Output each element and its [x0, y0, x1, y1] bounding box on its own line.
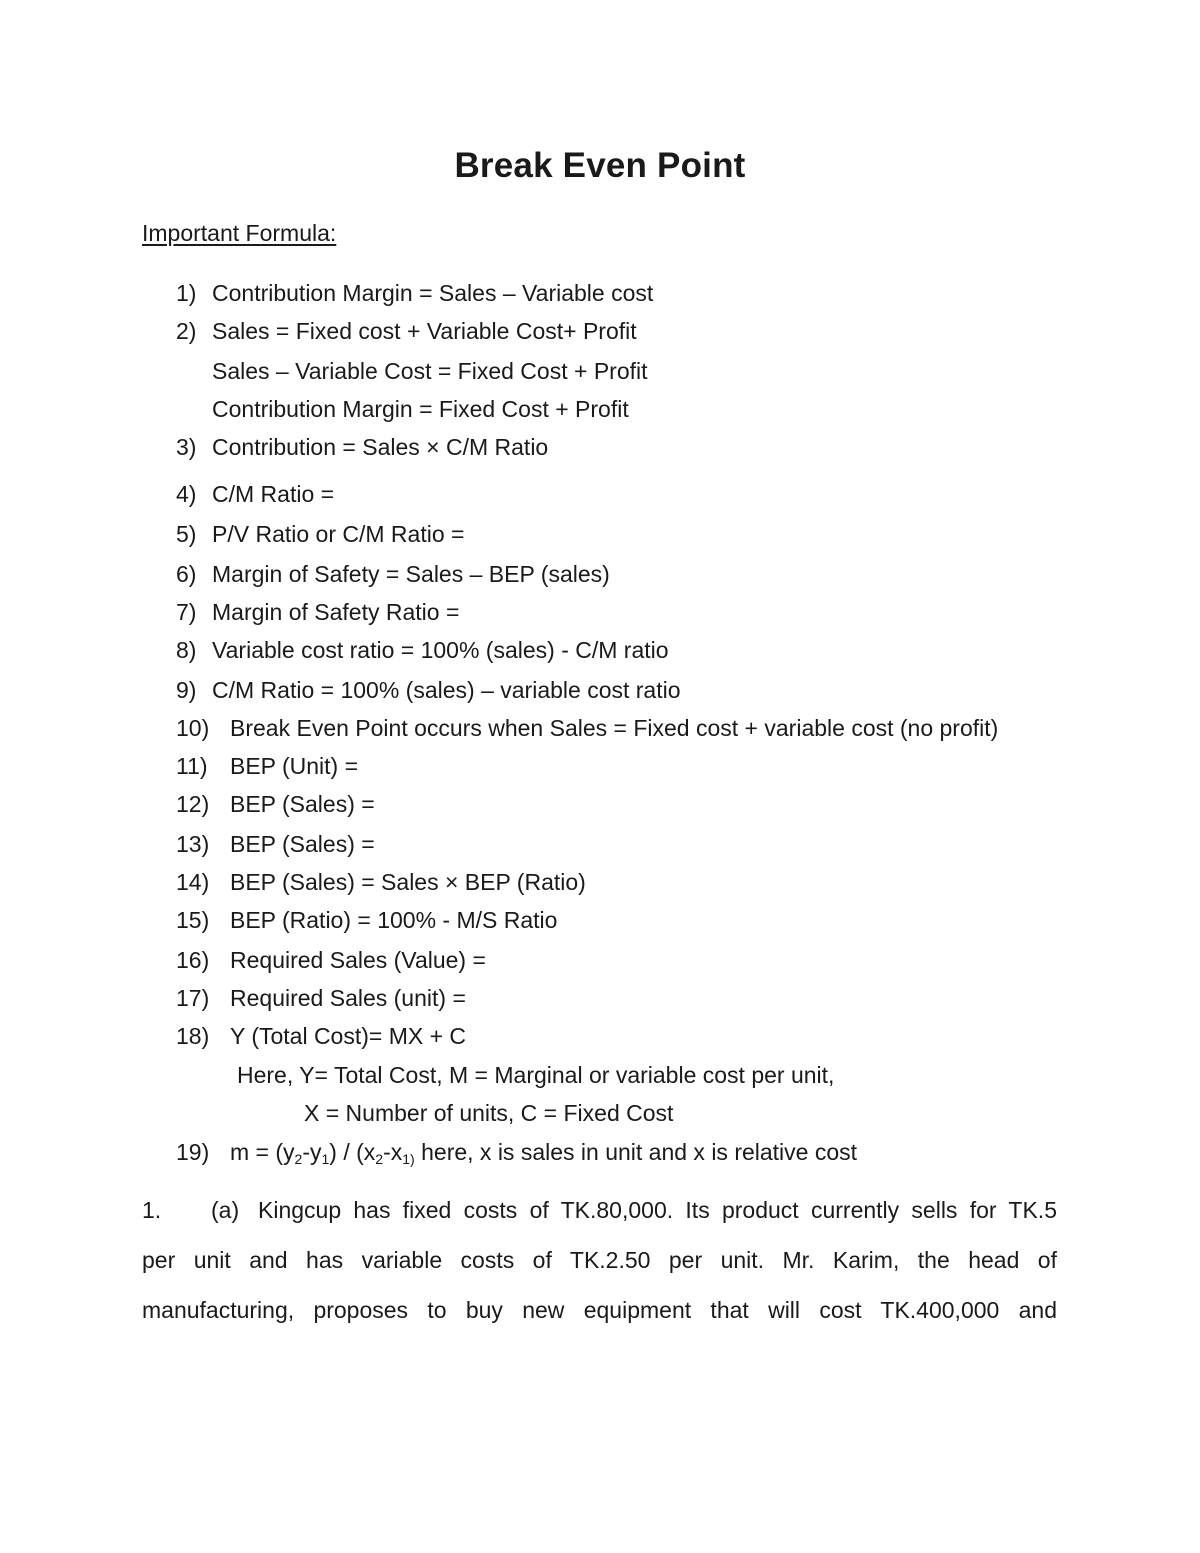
item-number: 7) — [176, 599, 197, 625]
item-number: 4) — [176, 481, 197, 507]
item-text: Here, Y= Total Cost, M = Marginal or variable cost per unit, — [237, 1062, 835, 1088]
item-number: 1) — [176, 280, 197, 306]
item-number: 6) — [176, 561, 197, 587]
item-text: Required Sales (unit) = — [230, 985, 466, 1011]
item-text: C/M Ratio = — [212, 481, 335, 507]
item-text: Required Sales (Value) = — [230, 947, 486, 973]
item-text: Margin of Safety Ratio = — [212, 599, 460, 625]
item-text: X = Number of units, C = Fixed Cost — [304, 1100, 674, 1126]
item-text: Break Even Point occurs when Sales = Fixed cost + variable cost (no profit) — [230, 715, 999, 741]
item-number: 11) — [176, 753, 208, 779]
item-text: BEP (Sales) = — [230, 791, 375, 817]
item-text: Sales – Variable Cost = Fixed Cost + Profit — [212, 358, 648, 384]
item-text: Y (Total Cost)= MX + C — [230, 1023, 467, 1049]
item-text: BEP (Unit) = — [230, 753, 359, 779]
item-number: 2) — [176, 318, 197, 344]
question-line-1: Kingcup has fixed costs of TK.80,000. Its product currently sells for TK.5 — [258, 1197, 1057, 1223]
question-part: (a) — [211, 1197, 240, 1223]
item-text: BEP (Sales) = Sales × BEP (Ratio) — [230, 869, 586, 895]
section-heading: Important Formula: — [142, 220, 337, 246]
item-number: 13) — [176, 831, 210, 857]
item-text: P/V Ratio or C/M Ratio = — [212, 521, 465, 547]
item-number: 3) — [176, 434, 197, 460]
item-text: Margin of Safety = Sales – BEP (sales) — [212, 561, 610, 587]
item-number: 10) — [176, 715, 210, 741]
item-number: 5) — [176, 521, 197, 547]
page-title: Break Even Point — [454, 146, 746, 185]
question-line-2: per unit and has variable costs of TK.2.50 per unit. Mr. Karim, the head of — [142, 1247, 1057, 1273]
item-number: 15) — [176, 907, 210, 933]
item-text: Contribution Margin = Sales – Variable cost — [212, 280, 654, 306]
item-text: BEP (Sales) = — [230, 831, 375, 857]
item-number: 17) — [176, 985, 210, 1011]
item-text: $m = (y_2-y_1) / (x_2-x_{1)}$ here, x is sales in unit and x is relative cost — [230, 1139, 858, 1167]
item-number: 12) — [176, 791, 210, 817]
item-text: Variable cost ratio = 100% (sales) - C/M ratio — [212, 637, 669, 663]
item-text: Contribution = Sales × C/M Ratio — [212, 434, 549, 460]
item-text: Contribution Margin = Fixed Cost + Profit — [212, 396, 629, 422]
question-number: 1. — [142, 1197, 162, 1223]
item-number: 19) — [176, 1139, 210, 1165]
item-number: 9) — [176, 677, 197, 703]
item-text: BEP (Ratio) = 100% - M/S Ratio — [230, 907, 558, 933]
item-number: 14) — [176, 869, 210, 895]
item-text: C/M Ratio = 100% (sales) – variable cost ratio — [212, 677, 681, 703]
item-text: Sales = Fixed cost + Variable Cost+ Profit — [212, 318, 637, 344]
item-number: 18) — [176, 1023, 210, 1049]
item-number: 8) — [176, 637, 197, 663]
question-line-3: manufacturing, proposes to buy new equipment that will cost TK.400,000 and — [142, 1297, 1057, 1323]
item-number: 16) — [176, 947, 210, 973]
